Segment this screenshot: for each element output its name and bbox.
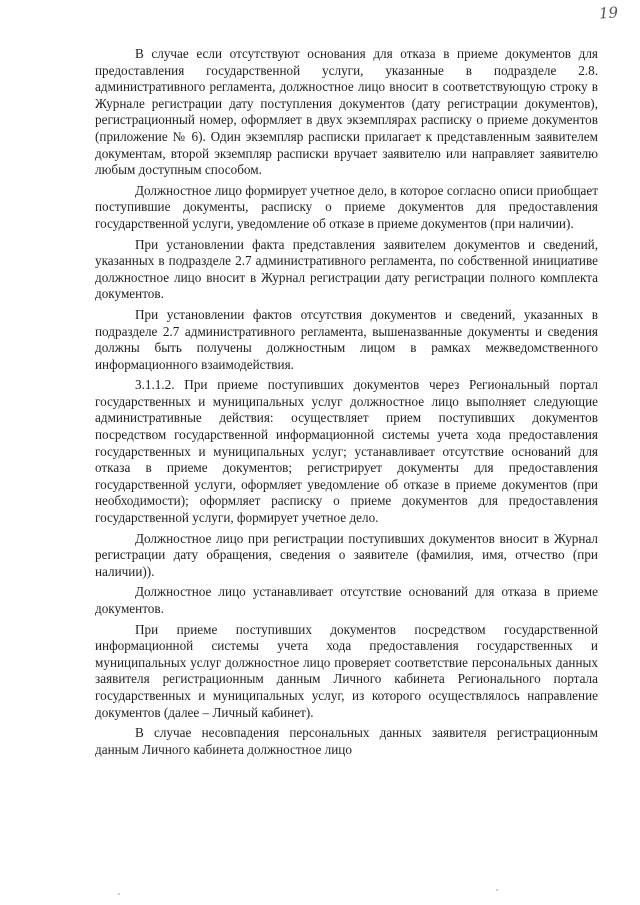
page-number: 19 xyxy=(598,3,619,23)
paragraph: Должностное лицо при регистрации поступивших документов вносит в Журнал регистрации дату обращения, сведения о заявителе (фамилия, имя, отчество (при наличии)). xyxy=(95,530,598,579)
paragraph: В случае если отсутствуют основания для отказа в приеме документов для предоставления государственной услуги, указанные в подразделе 2.8. административного регламента, должностное лицо вносит в соответствующую строку в Журнале регистрации дату поступления документов (дату регистрации документов), регистрационный номер, оформляет в двух экземплярах расписку о приеме документов (приложение № 6). Один экземпляр расписки прилагает к представленным заявителем документам, второй экземпляр расписки вручает заявителю или направляет заявителю любым доступным способом. xyxy=(95,46,598,178)
scan-speck xyxy=(118,893,120,895)
paragraph: В случае несовпадения персональных данных заявителя регистрационным данным Личного кабинета должностное лицо xyxy=(95,725,598,757)
paragraph: Должностное лицо устанавливает отсутствие оснований для отказа в приеме документов. xyxy=(95,584,598,616)
paragraph: Должностное лицо формирует учетное дело, в которое согласно описи приобщает поступившие документы, расписку о приеме документов для предоставления государственной услуги, уведомление об отказе в приеме документов (при наличии). xyxy=(95,182,598,231)
paragraph: При установлении фактов отсутствия документов и сведений, указанных в подразделе 2.7 административного регламента, вышеназванные документы и сведения должны быть получены должностным лицом в рамках межведомственного информационного взаимодействия. xyxy=(95,306,598,372)
paragraph: 3.1.1.2. При приеме поступивших документов через Региональный портал государственных и муниципальных услуг должностное лицо выполняет следующие административные действия: осуществляет прием поступивших документов посредством государственной информационной системы учета хода предоставления государственных и муниципальных услуг; устанавливает отсутствие оснований для отказа в приеме документов; регистрирует документы для предоставления государственной услуги, оформляет уведомление об отказе в приеме документов (при необходимости); оформляет расписку о приеме документов для предоставления государственной услуги, формирует учетное дело. xyxy=(95,377,598,526)
document-body xyxy=(95,46,598,758)
scan-speck xyxy=(496,889,498,891)
paragraph: При установлении факта представления заявителем документов и сведений, указанных в подразделе 2.7 административного регламента, по собственной инициативе должностное лицо вносит в Журнал регистрации дату регистрации полного комплекта документов. xyxy=(95,236,598,302)
paragraph: При приеме поступивших документов посредством государственной информационной системы учета хода предоставления государственных и муниципальных услуг должностное лицо проверяет соответствие персональных данных заявителя регистрационным данным Личного кабинета Регионального портала государственных и муниципальных услуг, из которого осуществлялось направление документов (далее – Личный кабинет). xyxy=(95,621,598,720)
